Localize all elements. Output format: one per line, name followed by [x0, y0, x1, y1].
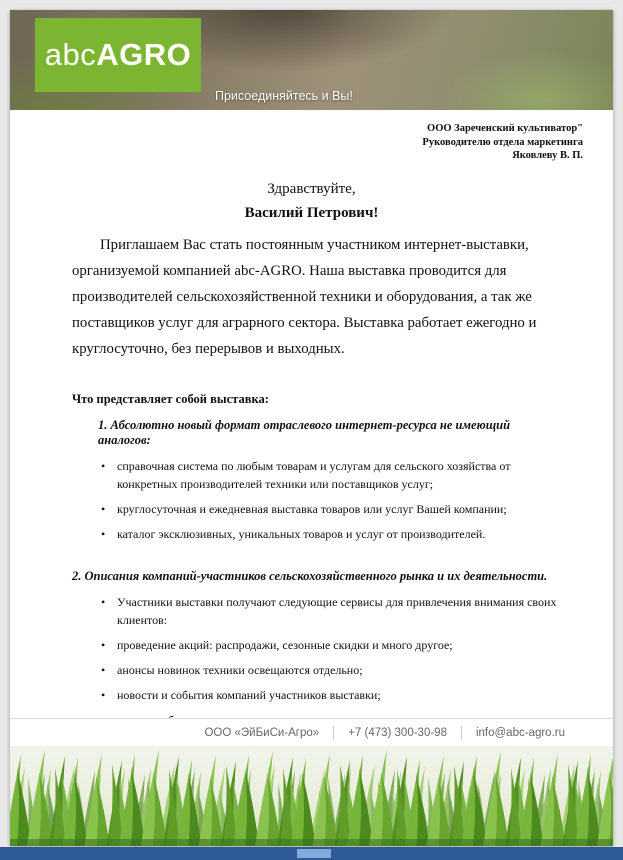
logo-text-abc: abc	[44, 37, 97, 72]
section-heading: Что представляет собой выставка:	[72, 391, 269, 406]
logo-text-agro: AGRO	[96, 37, 192, 72]
bullet-list-1	[10, 457, 561, 543]
addressee-block	[10, 122, 583, 163]
greeting-name: Василий Петрович!	[244, 204, 379, 221]
contact-bar	[10, 718, 613, 746]
letter-page	[10, 10, 613, 846]
header-tagline: Присоединяйтесь и Вы!	[215, 89, 353, 103]
bullet-item: • справочная система по любым товарам и услугам для сельского хозяйства от конкретных производителей техники или поставщиков услуг;	[117, 457, 561, 493]
intro-paragraph: Приглашаем Вас стать постоянным участником интернет-выставки, организуемой компанией abc-AGRO. Наша выставка проводится для производителей сельскохозяйственной техники и оборудования, а так же поставщиков услуг для аграрного сектора. Выставка работает ежегодно и круглосуточно, без перерывов и выходных.	[72, 236, 537, 357]
bullet-item: • каталог эксклюзивных, уникальных товаров и услуг от производителей.	[117, 525, 561, 543]
addressee-company: ООО Зареченский культиватор"	[427, 123, 583, 134]
footer-company: ООО «ЭйБиСи-Агро»	[204, 726, 320, 739]
bullet-list-2	[10, 593, 561, 729]
bullet-item: • проведение акций: распродажи, сезонные скидки и много другое;	[117, 636, 561, 654]
greeting-salutation: Здравствуйте,	[267, 180, 356, 197]
bullet-item: • круглосуточная и ежедневная выставка товаров или услуг Вашей компании;	[117, 500, 561, 518]
greeting-block	[10, 181, 613, 222]
company-logo	[35, 18, 201, 92]
addressee-position: Руководителю отдела маркетинга	[422, 136, 583, 148]
grass-photo	[10, 746, 613, 846]
section-item-2-title: 2. Описания компаний-участников сельскохозяйственного рынка и их деятельности.	[72, 568, 548, 583]
footer-phone: +7 (473) 300-30-98	[348, 726, 447, 739]
bullet-item: • новости и события компаний участников выставки;	[117, 686, 561, 704]
bullet-item: • анонсы новинок техники освещаются отдельно;	[117, 661, 561, 679]
bottom-bar-notch	[297, 849, 331, 858]
addressee-name: Яковлеву В. П.	[512, 150, 583, 161]
section-item-1-title: 1. Абсолютно новый формат отраслевого интернет-ресурса не имеющий аналогов:	[98, 417, 511, 447]
footer-divider	[333, 726, 334, 740]
footer-email: info@abc-agro.ru	[475, 726, 565, 739]
bullet-item: • Участники выставки получают следующие сервисы для привлечения внимания своих клиентов:	[117, 593, 561, 629]
bottom-blue-bar	[0, 847, 623, 860]
header-banner	[10, 10, 613, 110]
footer-divider	[461, 726, 462, 740]
